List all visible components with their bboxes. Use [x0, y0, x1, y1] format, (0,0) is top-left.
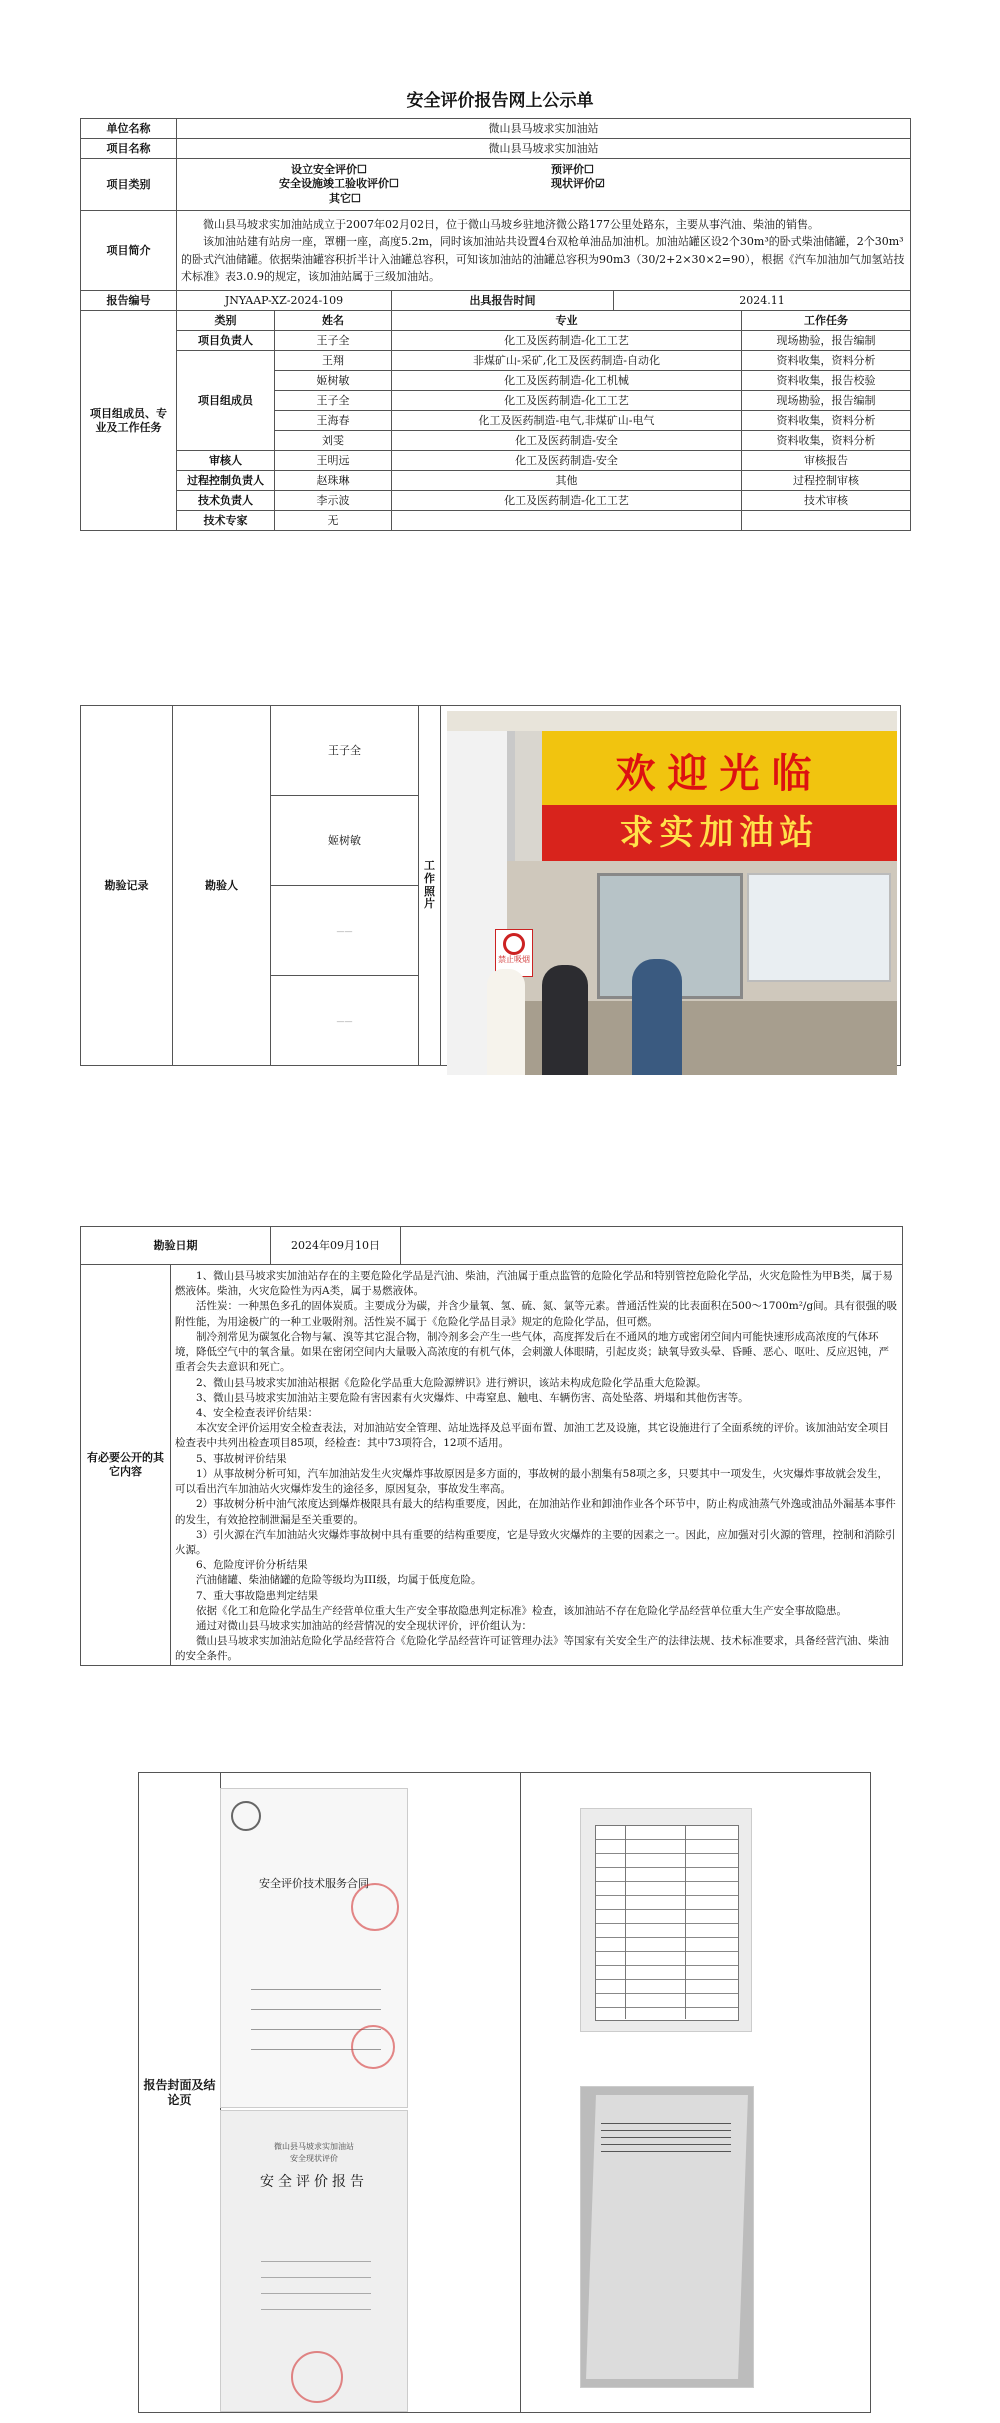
team-label: 项目组成员、专业及工作任务 — [81, 311, 177, 531]
tech-name: 李示波 — [275, 491, 392, 511]
expert-label: 技术专家 — [177, 511, 275, 531]
members-label: 项目组成员 — [177, 351, 275, 451]
member-major: 化工及医药制造-化工机械 — [392, 371, 742, 391]
team-header-task: 工作任务 — [742, 311, 911, 331]
category-label: 项目类别 — [81, 159, 177, 211]
process-name: 赵珠琳 — [275, 471, 392, 491]
report-title: 安全评价报告 — [260, 2174, 368, 2190]
tech-major: 化工及医药制造-化工工艺 — [392, 491, 742, 511]
disclosure-table — [80, 1226, 903, 1666]
disclosure-paragraph: 1）从事故树分析可知，汽车加油站发生火灾爆炸事故原因是多方面的，事故树的最小割集有58项之多，只要其中一项发生，火灾爆炸事故就会发生，可以看出汽车加油站火灾爆炸发生的途径多，原因复杂，事故发生率高。 — [175, 1467, 889, 1496]
sign-welcome: 欢迎光临 — [615, 751, 824, 797]
tech-label: 技术负责人 — [177, 491, 275, 511]
disclosure-paragraph: 本次安全评价运用安全检查表法，对加油站安全管理、站址选择及总平面布置、加油工艺及设施，其它设施进行了全面系统的评价。该加油站安全项目检查表中共列出检查项目85项，经检查：其中73项符合，12项不适用。 — [175, 1422, 889, 1450]
disclosure-paragraph: 6、危险度评价分析结果 — [196, 1559, 308, 1572]
signature-page-image — [580, 1808, 752, 2032]
expert-name: 无 — [275, 511, 392, 531]
disclosure-paragraph: 7、重大事故隐患判定结果 — [196, 1589, 319, 1602]
report-sub1: 微山县马坡求实加油站 — [274, 2142, 354, 2151]
process-major: 其他 — [392, 471, 742, 491]
option-status: 现状评价☑ — [551, 176, 605, 190]
disclosure-paragraph: 通过对微山县马坡求实加油站的经营情况的安全现状评价，评价组认为： — [196, 1620, 532, 1633]
category-options — [177, 159, 911, 211]
process-label: 过程控制负责人 — [177, 471, 275, 491]
person-2 — [542, 965, 588, 1075]
survey-label: 勘验记录 — [81, 706, 173, 1066]
member-major: 化工及医药制造-电气,非煤矿山-电气 — [392, 411, 742, 431]
disclosure-text — [171, 1265, 903, 1666]
contract-title: 安全评价技术服务合同 — [259, 1877, 369, 1890]
reviewer-task: 审核报告 — [742, 451, 911, 471]
intro-paragraph-1: 微山县马坡求实加油站成立于2007年02月02日，位于微山马坡乡驻地济微公路177公里处路东，主要从事汽油、柴油的销售。 — [203, 218, 819, 232]
process-task: 过程控制审核 — [742, 471, 911, 491]
member-task: 资料收集，资料分析 — [742, 411, 911, 431]
survey-people-label: 勘验人 — [173, 706, 271, 1066]
survey-table: 勘验记录 勘验人 王子全 工作照片 姬树敏 —— —— — [80, 705, 901, 1066]
leader-major: 化工及医药制造-化工工艺 — [392, 331, 742, 351]
seal-icon — [291, 2351, 343, 2403]
person-1 — [487, 969, 525, 1075]
member-major: 非煤矿山-采矿,化工及医药制造-自动化 — [392, 351, 742, 371]
cover-label: 报告封面及结论页 — [139, 1773, 221, 2413]
member-name: 王翔 — [275, 351, 392, 371]
leader-label: 项目负责人 — [177, 331, 275, 351]
contract-cover-image — [220, 1788, 408, 2108]
page-title: 安全评价报告网上公示单 — [406, 91, 594, 111]
disclosure-paragraph: 4、安全检查表评价结果： — [196, 1406, 319, 1419]
disclosure-paragraph: 2、微山县马坡求实加油站根据《危险化学品重大危险源辨识》进行辨识，该站未构成危险化学品重大危险源。 — [196, 1376, 707, 1389]
disclosure-paragraph: 3、微山县马坡求实加油站主要危险有害因素有火灾爆炸、中毒窒息、触电、车辆伤害、高处坠落、坍塌和其他伤害等。 — [196, 1391, 749, 1404]
conclusion-page-image — [580, 2086, 754, 2388]
intro-paragraph-2: 该加油站建有站房一座，罩棚一座，高度5.2m，同时该加油站共设置4台双枪单油品加油机。加油站罐区设2个30m³的卧式柴油储罐，2个30m³的卧式汽油储罐。依据柴油罐容积折半计入油罐总容积，可知该加油站的油罐总容积为90m3（30/2+2×30×2=90），根据《汽车加油加气加氢站技术标准》表3.0.9的规定，该加油站属于三级加油站。 — [181, 235, 905, 283]
disclosure-paragraph: 5、事故树评价结果 — [196, 1452, 287, 1465]
option-setup: 设立安全评价☐ — [291, 162, 367, 176]
photo-label: 工作照片 — [419, 706, 441, 1066]
member-task: 资料收集，资料分析 — [742, 351, 911, 371]
disclosure-paragraph: 3）引火源在汽车加油站火灾爆炸事故树中具有重要的结构重要度，它是导致火灾爆炸的主要的因素之一。因此，应加强对引火源的管理，控制和消除引火源。 — [175, 1528, 896, 1556]
unit-label: 单位名称 — [81, 119, 177, 139]
option-acceptance: 安全设施竣工验收评价☐ — [279, 176, 399, 190]
member-name: 姬树敏 — [275, 371, 392, 391]
member-task: 现场勘验，报告编制 — [742, 391, 911, 411]
disclosure-paragraph: 2）事故树分析中油气浓度达到爆炸极限具有最大的结构重要度，因此，在加油站作业和卸油作业各个环节中，防止构成油蒸气外逸或油品外漏基本事件的发生，有效抢控制泄漏是至关重要的。 — [175, 1498, 896, 1526]
option-other: 其它☐ — [329, 191, 361, 205]
team-header-name: 姓名 — [275, 311, 392, 331]
report-date: 2024.11 — [614, 291, 911, 311]
no-smoking-icon — [503, 933, 525, 955]
survey-date: 2024年09月10日 — [271, 1227, 401, 1265]
report-no: JNYAAP-XZ-2024-109 — [177, 291, 392, 311]
report-sub2: 安全现状评价 — [290, 2154, 338, 2163]
intro-text — [177, 211, 911, 291]
member-name: 王子全 — [275, 391, 392, 411]
disclosure-paragraph: 依据《化工和危险化学品生产经营单位重大生产安全事故隐患判定标准》检查，该加油站不存在危险化学品经营单位重大生产安全事故隐患。 — [196, 1604, 847, 1617]
disclosure-paragraph: 活性炭：一种黑色多孔的固体炭质。主要成分为碳，并含少量氧、氢、硫、氮、氯等元素。普通活性炭的比表面积在500～1700m²/g间。具有很强的吸附性能，为用途极广的一种工业吸附剂。活性炭不属于《危险化学品目录》规定的危险化学品，但可燃。 — [175, 1300, 898, 1328]
unit-value: 微山县马坡求实加油站 — [177, 119, 911, 139]
team-header-category: 类别 — [177, 311, 275, 331]
member-name: 刘雯 — [275, 431, 392, 451]
project-value: 微山县马坡求实加油站 — [177, 139, 911, 159]
member-major: 化工及医药制造-化工工艺 — [392, 391, 742, 411]
member-major: 化工及医药制造-安全 — [392, 431, 742, 451]
disclosure-paragraph: 微山县马坡求实加油站危险化学品经营符合《危险化学品经营许可证管理办法》等国家有关安全生产的法律法规、技术标准要求，具备经营汽油、柴油的安全条件。 — [175, 1635, 889, 1663]
seal-icon — [351, 2025, 395, 2069]
seal-icon — [351, 1883, 399, 1931]
disclosure-paragraph: 1、微山县马坡求实加油站存在的主要危险化学品是汽油、柴油，汽油属于重点监管的危险化学品和特别管控危险化学品，火灾危险性为甲B类，属于易燃液体。柴油，火灾危险性为丙A类，属于易燃液体。 — [175, 1270, 893, 1298]
option-pre: 预评价☐ — [551, 162, 594, 176]
reviewer-label: 审核人 — [177, 451, 275, 471]
leader-task: 现场勘验，报告编制 — [742, 331, 911, 351]
report-date-label: 出具报告时间 — [392, 291, 614, 311]
disclosure-label: 有必要公开的其它内容 — [81, 1265, 171, 1666]
report-cover-image — [220, 2110, 408, 2412]
team-header-major: 专业 — [392, 311, 742, 331]
logo-icon — [231, 1801, 261, 1831]
member-name: 王海春 — [275, 411, 392, 431]
date-label: 勘验日期 — [81, 1227, 271, 1265]
work-photo — [447, 711, 897, 1075]
report-no-label: 报告编号 — [81, 291, 177, 311]
member-task: 资料收集，资料分析 — [742, 431, 911, 451]
disclosure-paragraph: 制冷剂常见为碳氢化合物与氟、溴等其它混合物，制冷剂多会产生一些气体，高度挥发后在不通风的地方或密闭空间内可能快速形成高浓度的气体环境，降低空气中的氧含量。如果在密闭空间内大量吸入高浓度的有机气体，会刺激人体眼睛，引起皮炎；缺氧导致头晕、昏睡、恶心、呕吐、反应迟钝，严重者会失去意识和死亡。 — [175, 1330, 889, 1374]
member-task: 资料收集，报告校验 — [742, 371, 911, 391]
person-3 — [632, 959, 682, 1075]
reviewer-major: 化工及医药制造-安全 — [392, 451, 742, 471]
survey-person-1: 王子全 — [271, 706, 419, 796]
leader-name: 王子全 — [275, 331, 392, 351]
project-label: 项目名称 — [81, 139, 177, 159]
tech-task: 技术审核 — [742, 491, 911, 511]
sign-station: 求实加油站 — [619, 813, 820, 853]
survey-person-2: 姬树敏 — [271, 796, 419, 886]
no-smoking-text: 禁止吸烟 — [498, 955, 530, 964]
info-table — [80, 118, 911, 531]
reviewer-name: 王明远 — [275, 451, 392, 471]
intro-label: 项目简介 — [81, 211, 177, 291]
disclosure-paragraph: 汽油储罐、柴油储罐的危险等级均为III级，均属于低度危险。 — [196, 1574, 482, 1587]
